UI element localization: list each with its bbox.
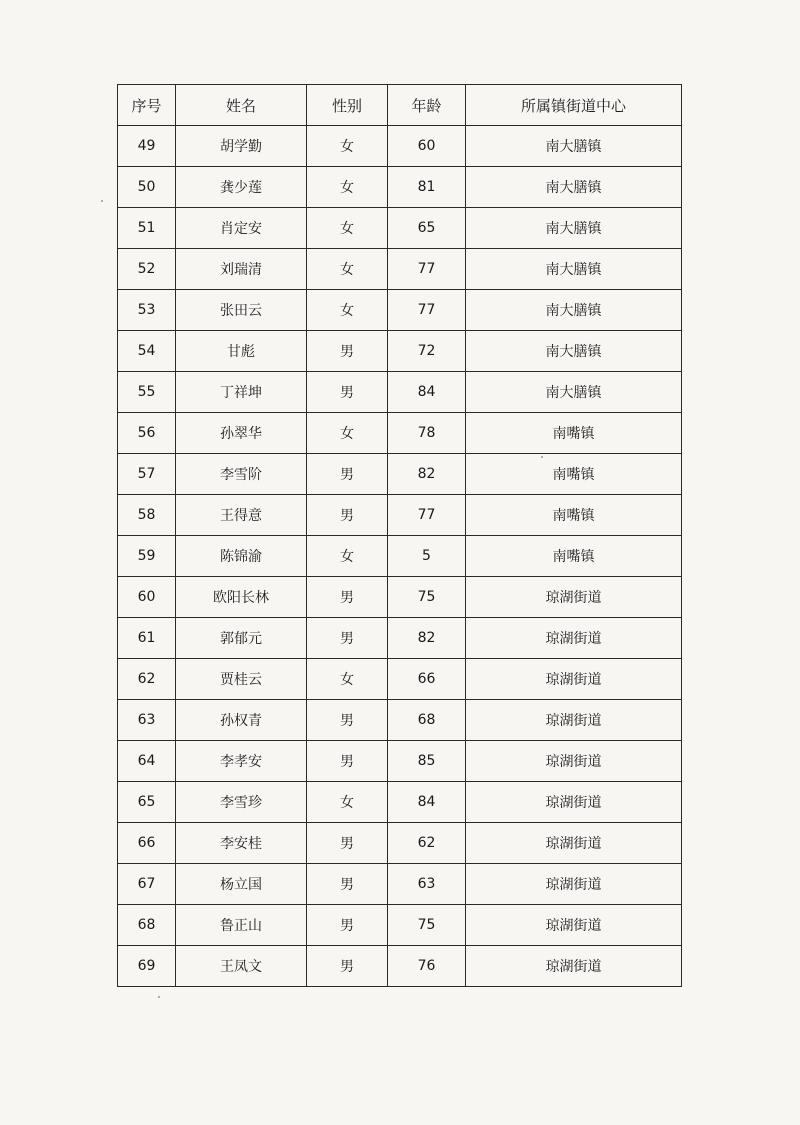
- table-row: [118, 864, 682, 905]
- cell-age: 84: [388, 372, 466, 413]
- cell-no: 55: [118, 372, 176, 413]
- table-row: [118, 946, 682, 987]
- cell-gender: 男: [307, 741, 388, 782]
- header-name: 姓名: [176, 85, 307, 126]
- cell-no: 58: [118, 495, 176, 536]
- cell-center: 琼湖街道: [466, 741, 682, 782]
- cell-gender: 女: [307, 290, 388, 331]
- table-row: [118, 905, 682, 946]
- cell-center: 南大膳镇: [466, 331, 682, 372]
- cell-no: 67: [118, 864, 176, 905]
- table-row: [118, 659, 682, 700]
- cell-name: 孙翠华: [176, 413, 307, 454]
- cell-center: 南大膳镇: [466, 249, 682, 290]
- cell-age: 78: [388, 413, 466, 454]
- scan-speck: [541, 456, 543, 458]
- cell-name: 刘瑞清: [176, 249, 307, 290]
- cell-name: 孙权青: [176, 700, 307, 741]
- scan-speck: [101, 200, 103, 202]
- header-age: 年龄: [388, 85, 466, 126]
- cell-gender: 男: [307, 864, 388, 905]
- cell-name: 贾桂云: [176, 659, 307, 700]
- cell-no: 66: [118, 823, 176, 864]
- cell-age: 5: [388, 536, 466, 577]
- cell-center: 南嘴镇: [466, 454, 682, 495]
- cell-gender: 女: [307, 659, 388, 700]
- cell-no: 53: [118, 290, 176, 331]
- cell-gender: 女: [307, 536, 388, 577]
- cell-center: 琼湖街道: [466, 782, 682, 823]
- table-header-row: [118, 85, 682, 126]
- cell-name: 陈锦渝: [176, 536, 307, 577]
- table-row: [118, 741, 682, 782]
- cell-name: 张田云: [176, 290, 307, 331]
- cell-center: 南大膳镇: [466, 290, 682, 331]
- cell-age: 66: [388, 659, 466, 700]
- cell-gender: 女: [307, 167, 388, 208]
- cell-age: 77: [388, 290, 466, 331]
- cell-name: 李孝安: [176, 741, 307, 782]
- roster-table: [117, 84, 682, 987]
- cell-age: 72: [388, 331, 466, 372]
- cell-no: 60: [118, 577, 176, 618]
- table-row: [118, 577, 682, 618]
- table-row: [118, 823, 682, 864]
- cell-center: 琼湖街道: [466, 864, 682, 905]
- header-gender: 性别: [307, 85, 388, 126]
- cell-center: 琼湖街道: [466, 577, 682, 618]
- cell-no: 62: [118, 659, 176, 700]
- cell-age: 81: [388, 167, 466, 208]
- cell-gender: 女: [307, 249, 388, 290]
- cell-no: 56: [118, 413, 176, 454]
- table-row: [118, 782, 682, 823]
- cell-no: 54: [118, 331, 176, 372]
- cell-age: 85: [388, 741, 466, 782]
- cell-gender: 女: [307, 413, 388, 454]
- cell-age: 76: [388, 946, 466, 987]
- table-row: [118, 126, 682, 167]
- cell-gender: 男: [307, 700, 388, 741]
- cell-name: 王得意: [176, 495, 307, 536]
- cell-gender: 男: [307, 495, 388, 536]
- cell-age: 62: [388, 823, 466, 864]
- table-row: [118, 495, 682, 536]
- cell-name: 李雪珍: [176, 782, 307, 823]
- cell-gender: 男: [307, 905, 388, 946]
- cell-no: 49: [118, 126, 176, 167]
- cell-age: 60: [388, 126, 466, 167]
- cell-gender: 女: [307, 208, 388, 249]
- cell-age: 82: [388, 454, 466, 495]
- scan-speck: [158, 996, 160, 998]
- cell-name: 李安桂: [176, 823, 307, 864]
- cell-age: 77: [388, 249, 466, 290]
- cell-age: 68: [388, 700, 466, 741]
- cell-age: 75: [388, 905, 466, 946]
- cell-no: 57: [118, 454, 176, 495]
- table-row: [118, 249, 682, 290]
- cell-no: 63: [118, 700, 176, 741]
- cell-name: 王凤文: [176, 946, 307, 987]
- cell-center: 琼湖街道: [466, 659, 682, 700]
- cell-age: 65: [388, 208, 466, 249]
- cell-no: 65: [118, 782, 176, 823]
- cell-age: 82: [388, 618, 466, 659]
- cell-no: 68: [118, 905, 176, 946]
- cell-center: 琼湖街道: [466, 823, 682, 864]
- cell-gender: 男: [307, 823, 388, 864]
- cell-age: 84: [388, 782, 466, 823]
- cell-center: 南嘴镇: [466, 536, 682, 577]
- cell-name: 龚少莲: [176, 167, 307, 208]
- cell-name: 甘彪: [176, 331, 307, 372]
- cell-no: 61: [118, 618, 176, 659]
- cell-gender: 女: [307, 782, 388, 823]
- table-row: [118, 413, 682, 454]
- table-row: [118, 331, 682, 372]
- cell-no: 59: [118, 536, 176, 577]
- cell-gender: 男: [307, 946, 388, 987]
- cell-age: 75: [388, 577, 466, 618]
- cell-center: 南嘴镇: [466, 413, 682, 454]
- table-row: [118, 372, 682, 413]
- cell-no: 52: [118, 249, 176, 290]
- cell-age: 77: [388, 495, 466, 536]
- cell-gender: 男: [307, 618, 388, 659]
- cell-no: 69: [118, 946, 176, 987]
- cell-center: 琼湖街道: [466, 700, 682, 741]
- cell-name: 欧阳长林: [176, 577, 307, 618]
- cell-center: 南大膳镇: [466, 126, 682, 167]
- cell-name: 杨立国: [176, 864, 307, 905]
- cell-gender: 女: [307, 126, 388, 167]
- header-center: 所属镇街道中心: [466, 85, 682, 126]
- cell-center: 南嘴镇: [466, 495, 682, 536]
- cell-name: 鲁正山: [176, 905, 307, 946]
- cell-no: 51: [118, 208, 176, 249]
- table-row: [118, 290, 682, 331]
- cell-center: 琼湖街道: [466, 618, 682, 659]
- cell-name: 胡学勤: [176, 126, 307, 167]
- table-body: [118, 126, 682, 987]
- cell-center: 琼湖街道: [466, 946, 682, 987]
- cell-age: 63: [388, 864, 466, 905]
- cell-name: 肖定安: [176, 208, 307, 249]
- cell-gender: 男: [307, 331, 388, 372]
- table-row: [118, 700, 682, 741]
- cell-gender: 男: [307, 577, 388, 618]
- cell-center: 南大膳镇: [466, 208, 682, 249]
- table-row: [118, 208, 682, 249]
- table-row: [118, 454, 682, 495]
- cell-gender: 男: [307, 454, 388, 495]
- cell-center: 琼湖街道: [466, 905, 682, 946]
- cell-no: 64: [118, 741, 176, 782]
- cell-no: 50: [118, 167, 176, 208]
- cell-gender: 男: [307, 372, 388, 413]
- cell-name: 郭郁元: [176, 618, 307, 659]
- table-row: [118, 167, 682, 208]
- cell-center: 南大膳镇: [466, 372, 682, 413]
- header-no: 序号: [118, 85, 176, 126]
- cell-name: 李雪阶: [176, 454, 307, 495]
- cell-name: 丁祥坤: [176, 372, 307, 413]
- table-row: [118, 536, 682, 577]
- cell-center: 南大膳镇: [466, 167, 682, 208]
- table-row: [118, 618, 682, 659]
